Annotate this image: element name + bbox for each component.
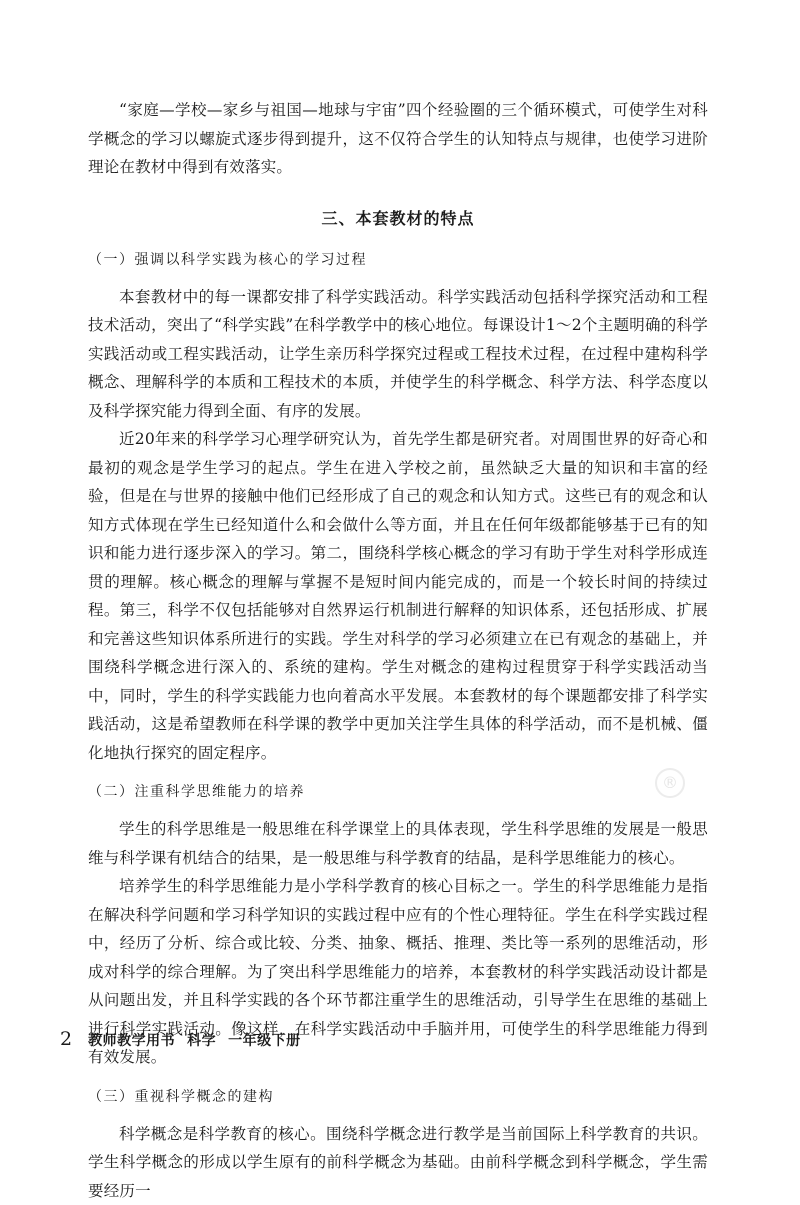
subsection-heading: （一）强调以科学实践为核心的学习过程 — [88, 249, 708, 269]
subsection-heading: （三）重视科学概念的建构 — [88, 1086, 708, 1106]
paragraph: 本套教材中的每一课都安排了科学实践活动。科学实践活动包括科学探究活动和工程技术活动，突出了“科学实践”在科学教学中的核心地位。每课设计1～2个主题明确的科学实践活动或工程实践活动，让学生亲历科学探究过程或工程技术过程，在过程中建构科学概念、理解科学的本质和工程技术的本质，并使学生的科学概念、科学方法、科学态度以及科学探究能力得到全面、有序的发展。 — [88, 283, 708, 426]
registered-watermark: ® — [655, 768, 685, 798]
intro-paragraph: “家庭—学校—家乡与祖国—地球与宇宙”四个经验圈的三个循环模式，可使学生对科学概念的学习以螺旋式逐步得到提升，这不仅符合学生的认知特点与规律，也使学习进阶理论在教材中得到有效落实。 — [88, 96, 708, 182]
subsection-3 — [88, 1086, 708, 1205]
page-footer — [60, 1028, 301, 1050]
paragraph: 培养学生的科学思维能力是小学科学教育的核心目标之一。学生的科学思维能力是指在解决科学问题和学习科学知识的实践过程中应有的个性心理特征。学生在科学实践过程中，经历了分析、综合或比较、分类、抽象、概括、推理、类比等一系列的思维活动，形成对科学的综合理解。为了突出科学思维能力的培养，本套教材的科学实践活动设计都是从问题出发，并且科学实践的各个环节都注重学生的思维活动，引导学生在思维的基础上进行科学实践活动。像这样，在科学实践活动中手脑并用，可使学生的科学思维能力得到有效发展。 — [88, 872, 708, 1072]
paragraph: 科学概念是科学教育的核心。围绕科学概念进行教学是当前国际上科学教育的共识。学生科学概念的形成以学生原有的前科学概念为基础。由前科学概念到科学概念，学生需要经历一 — [88, 1120, 708, 1205]
subsection-1 — [88, 249, 708, 768]
book-title: 教师教学用书 — [88, 1030, 175, 1050]
page-number: 2 — [60, 1028, 72, 1050]
section-title: 三、本套教材的特点 — [88, 206, 708, 229]
book-subject: 科学 — [187, 1030, 216, 1050]
subsection-heading: （二）注重科学思维能力的培养 — [88, 781, 708, 801]
paragraph: 学生的科学思维是一般思维在科学课堂上的具体表现，学生科学思维的发展是一般思维与科学课有机结合的结果，是一般思维与科学教育的结晶，是科学思维能力的核心。 — [88, 815, 708, 872]
book-grade: 一年级下册 — [228, 1030, 301, 1050]
paragraph: 近20年来的科学学习心理学研究认为，首先学生都是研究者。对周围世界的好奇心和最初的观念是学生学习的起点。学生在进入学校之前，虽然缺乏大量的知识和丰富的经验，但是在与世界的接触中他们已经形成了自己的观念和认知方式。这些已有的观念和认知方式体现在学生已经知道什么和会做什么等方面，并且在任何年级都能够基于已有的知识和能力进行逐步深入的学习。第二，围绕科学核心概念的学习有助于学生对科学形成连贯的理解。核心概念的理解与掌握不是短时间内能完成的，而是一个较长时间的持续过程。第三，科学不仅包括能够对自然界运行机制进行解释的知识体系，还包括形成、扩展和完善这些知识体系所进行的实践。学生对科学的学习必须建立在已有观念的基础上，并围绕科学概念进行深入的、系统的建构。学生对概念的建构过程贯穿于科学实践活动当中，同时，学生的科学实践能力也向着高水平发展。本套教材的每个课题都安排了科学实践活动，这是希望教师在科学课的教学中更加关注学生具体的科学活动，而不是机械、僵化地执行探究的固定程序。 — [88, 425, 708, 767]
